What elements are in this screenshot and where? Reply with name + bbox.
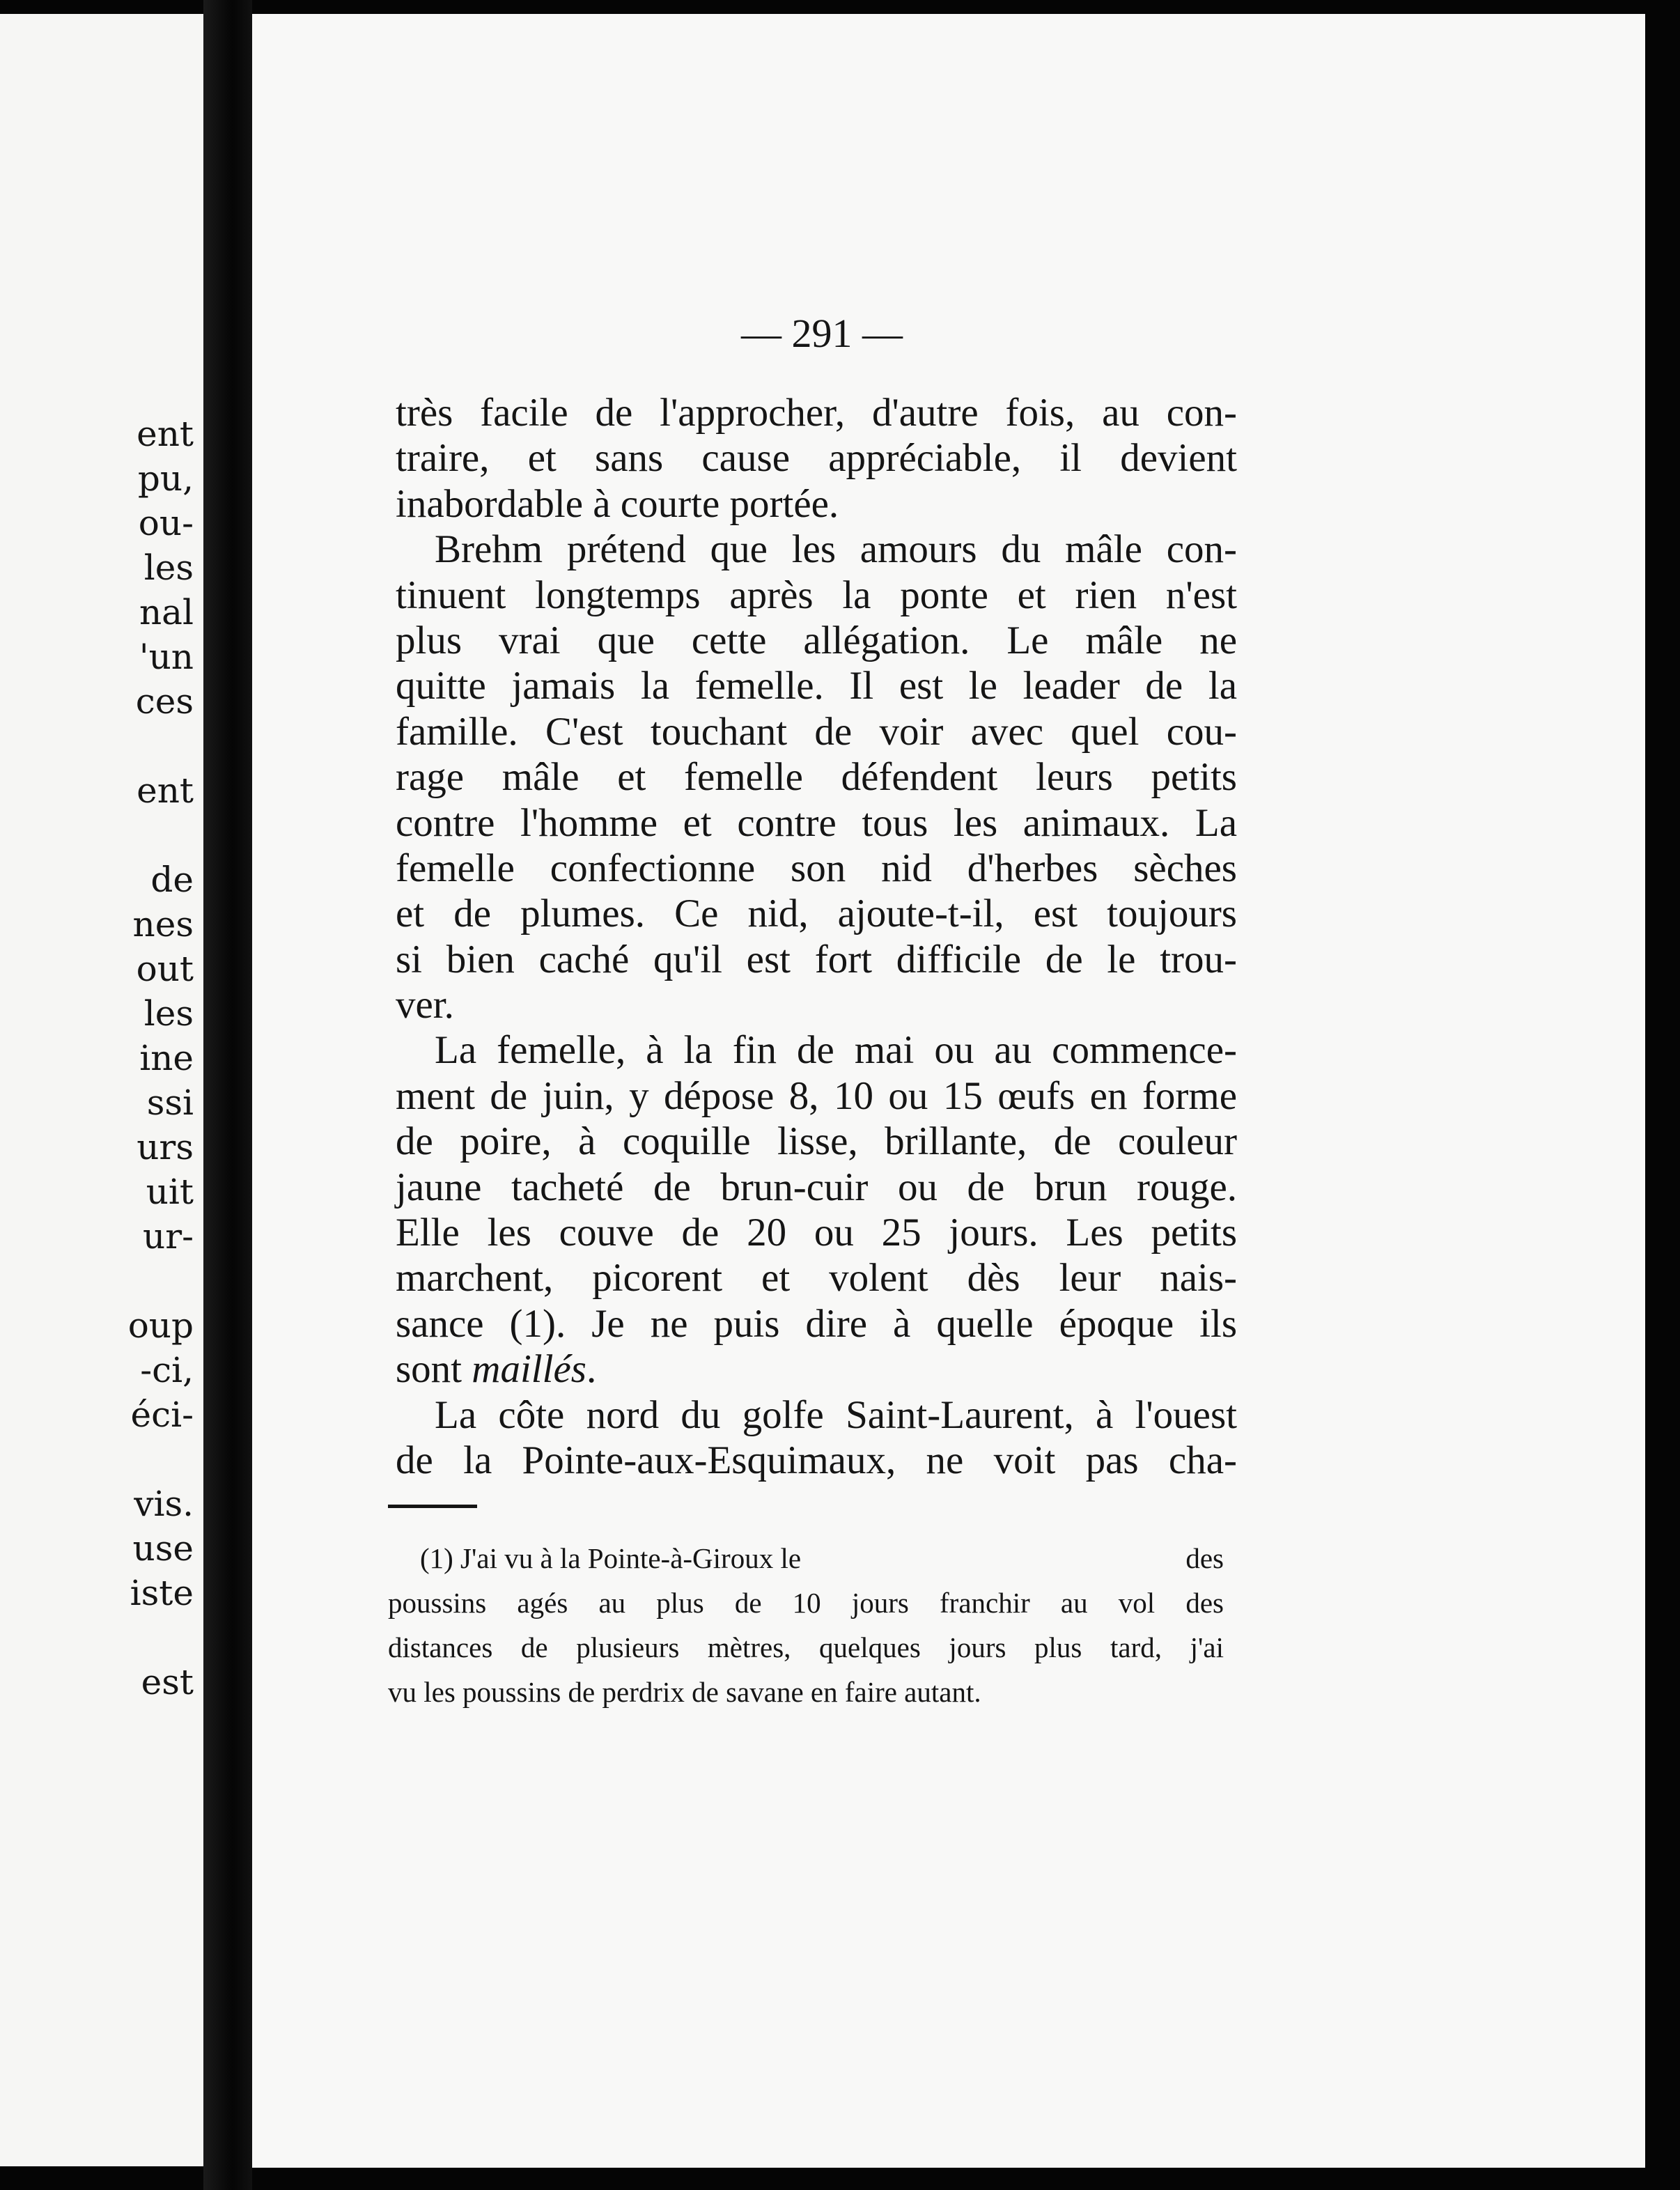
facing-page-fragment: les bbox=[143, 993, 194, 1034]
facing-page-fragment: nal bbox=[139, 592, 194, 632]
text-line: Elle les couve de 20 ou 25 jours. Les petits bbox=[396, 1211, 1237, 1255]
text-line: traire, et sans cause appréciable, il devient bbox=[396, 436, 1237, 481]
footnote-line: vu les poussins de perdrix de savane en faire autant. bbox=[388, 1676, 981, 1708]
text-fragment: sont bbox=[396, 1347, 472, 1392]
text-line: de poire, à coquille lisse, brillante, de couleur bbox=[396, 1119, 1237, 1164]
left-page-edge bbox=[0, 14, 203, 2166]
text-line: de la Pointe-aux-Esquimaux, ne voit pas cha- bbox=[396, 1438, 1237, 1482]
scan-border bbox=[1645, 0, 1680, 2190]
facing-page-fragment: urs bbox=[137, 1127, 194, 1167]
text-line: famille. C'est touchant de voir avec quel cou- bbox=[396, 709, 1237, 754]
text-line: inabordable à courte portée. bbox=[396, 481, 839, 526]
text-line bbox=[396, 1346, 1237, 1392]
text-line: très facile de l'approcher, d'autre fois, au con- bbox=[396, 391, 1237, 435]
footnote-text: (1) J'ai vu à la Pointe-à-Giroux le bbox=[420, 1542, 802, 1574]
facing-page-fragment: -ci, bbox=[140, 1350, 194, 1390]
body-text bbox=[396, 390, 1237, 1483]
text-line: plus vrai que cette allégation. Le mâle ne bbox=[396, 618, 1237, 662]
text-line: rage mâle et femelle défendent leurs petits bbox=[396, 755, 1237, 800]
text-line: quitte jamais la femelle. Il est le leader de la bbox=[396, 664, 1237, 708]
facing-page-fragment: 'un bbox=[139, 637, 194, 677]
book-gutter bbox=[203, 0, 252, 2190]
facing-page-fragment: ssi bbox=[146, 1082, 194, 1123]
text-line: sance (1). Je ne puis dire à quelle époque ils bbox=[396, 1301, 1237, 1346]
footnote-text: des bbox=[1185, 1542, 1224, 1574]
facing-page-fragment: oup bbox=[127, 1305, 194, 1346]
facing-page-fragment: iste bbox=[130, 1573, 194, 1613]
facing-page-fragment: de bbox=[150, 860, 194, 900]
footnote bbox=[388, 1536, 1224, 1714]
facing-page-fragment: ur- bbox=[143, 1216, 194, 1257]
footnote-first-line bbox=[388, 1536, 1224, 1581]
facing-page-fragment: éci- bbox=[130, 1395, 194, 1435]
facing-page-fragment: out bbox=[136, 949, 194, 989]
text-line: tinuent longtemps après la ponte et rien n'est bbox=[396, 573, 1237, 617]
text-line: et de plumes. Ce nid, ajoute-t-il, est toujours bbox=[396, 892, 1237, 936]
facing-page-fragment: nes bbox=[132, 904, 194, 945]
facing-page-fragment: use bbox=[132, 1528, 194, 1569]
text-line: femelle confectionne son nid d'herbes sèches bbox=[396, 846, 1237, 890]
facing-page-fragment: ent bbox=[137, 770, 194, 811]
footnote-line: poussins agés au plus de 10 jours franchir au vol des bbox=[388, 1587, 1224, 1619]
facing-page-fragment: ces bbox=[135, 681, 194, 722]
text-line: jaune tacheté de brun-cuir ou de brun rouge. bbox=[396, 1165, 1237, 1209]
text-line: contre l'homme et contre tous les animaux. La bbox=[396, 800, 1237, 845]
text-line: La côte nord du golfe Saint-Laurent, à l'ouest bbox=[435, 1392, 1237, 1437]
text-line: La femelle, à la fin de mai ou au commence- bbox=[435, 1028, 1237, 1073]
text-line: ver. bbox=[396, 983, 454, 1027]
facing-page-fragment: vis. bbox=[134, 1484, 194, 1524]
text-fragment: . bbox=[586, 1347, 597, 1392]
facing-page-fragment: les bbox=[143, 548, 194, 588]
facing-page-fragment: ou- bbox=[138, 503, 194, 543]
facing-page-fragment: ent bbox=[137, 414, 194, 454]
footnote-rule bbox=[388, 1505, 477, 1508]
page-number: — 291 — bbox=[741, 311, 903, 356]
footnote-line: distances de plusieurs mètres, quelques jours plus tard, j'ai bbox=[388, 1631, 1224, 1663]
facing-page-fragment: ine bbox=[139, 1038, 194, 1078]
facing-page-fragment: pu, bbox=[137, 458, 194, 499]
facing-page-fragment: est bbox=[141, 1662, 194, 1702]
italic-word: maillés bbox=[472, 1347, 586, 1392]
facing-page-fragment: uit bbox=[146, 1172, 194, 1212]
text-line: marchent, picorent et volent dès leur nais- bbox=[396, 1256, 1237, 1300]
text-line: ment de juin, y dépose 8, 10 ou 15 œufs en forme bbox=[396, 1073, 1237, 1118]
text-line: si bien caché qu'il est fort difficile de le trou- bbox=[396, 937, 1237, 981]
text-line: Brehm prétend que les amours du mâle con- bbox=[435, 527, 1237, 572]
